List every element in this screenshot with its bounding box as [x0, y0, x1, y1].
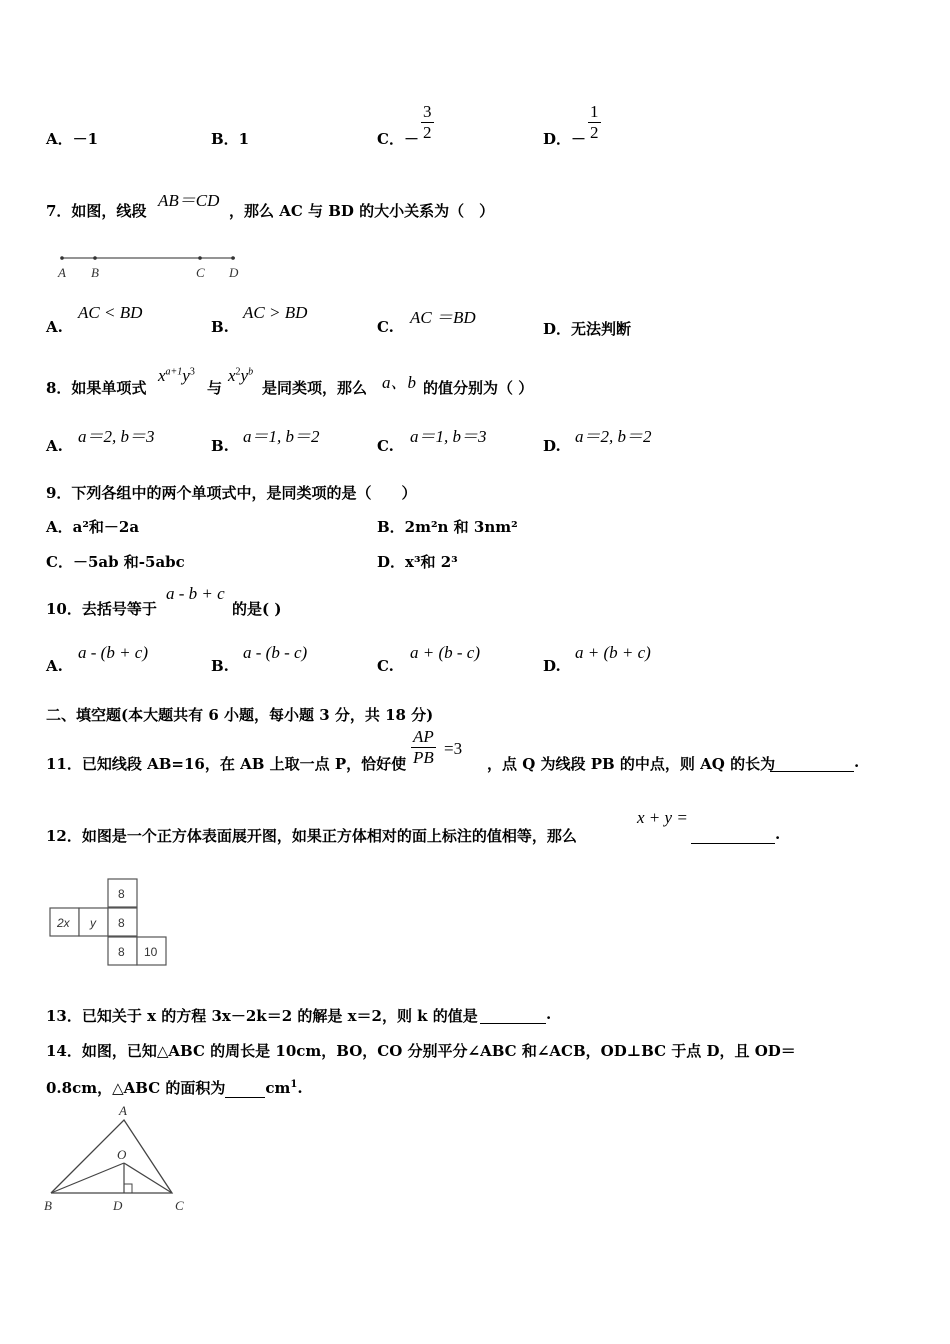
q11-answer-line: [770, 753, 859, 772]
q10-option-c-label: C.: [377, 657, 394, 675]
q8-option-d-math: a＝2, b＝2: [575, 427, 652, 446]
q6-d-numerator: 1: [590, 102, 599, 121]
q14-line2-pre: 0.8cm，△ABC 的面积为: [46, 1079, 226, 1097]
q8-option-a-math: a＝2, b＝3: [78, 427, 155, 446]
q14-label-c: C: [175, 1198, 184, 1213]
q12-stem: 12．如图是一个正方体表面展开图，如果正方体相对的面上标注的值相等，那么: [46, 827, 577, 845]
q8-stem-end: 的值分别为（ ）: [423, 379, 534, 397]
q7-point-c-dot: [198, 256, 202, 260]
q10-option-a-label: A.: [46, 657, 63, 675]
q8-monomial-1: $x^{a+1}y^3$: [158, 366, 195, 385]
q7-point-a-dot: [60, 256, 64, 260]
q8-stem-pre: 8．如果单项式: [46, 379, 147, 397]
q13-stem: 13．已知关于 x 的方程 3x－2k＝2 的解是 x＝2，则 k 的值是: [46, 1007, 478, 1025]
q7-point-d-dot: [231, 256, 235, 260]
q8-option-d-label: D.: [543, 437, 561, 455]
q10-option-a-math: a - (b + c): [78, 643, 149, 662]
q8-option-a-label: A.: [46, 437, 63, 455]
q14-line2-sup: 1: [290, 1079, 298, 1090]
q14-line2-end: .: [297, 1079, 303, 1097]
q7-label-a: A: [58, 265, 66, 280]
q9-option-c: C．－5ab 和-5abc: [46, 553, 185, 571]
q14-line2-unit: cm: [265, 1079, 291, 1097]
q9-option-d: D．x³和 2³: [377, 553, 458, 571]
q9-option-b: B．2m²n 和 3nm²: [377, 518, 518, 536]
q8-monomial-2: $x^2y^b$: [228, 366, 254, 385]
q11-frac-rhs: =3: [444, 739, 463, 758]
q7-stem-post: ，那么 AC 与 BD 的大小关系为（ ）: [229, 202, 495, 220]
q14-line2: [46, 1077, 303, 1098]
net-text-bottom: 8: [118, 945, 125, 959]
q6-option-d-fraction: [588, 102, 601, 143]
q14-triangle-figure: [40, 1100, 200, 1220]
net-text-top: 8: [118, 887, 125, 901]
q7-option-a-label: A.: [46, 318, 63, 336]
q14-label-b: B: [44, 1198, 52, 1213]
q14-segment-bo: [51, 1163, 124, 1193]
q10-stem-math: a - b + c: [166, 584, 225, 603]
q6-c-denominator: 2: [423, 123, 432, 142]
net-text-middle: 8: [118, 916, 125, 930]
q6-d-denominator: 2: [590, 123, 599, 142]
q7-stem-pre: 7．如图，线段: [46, 202, 147, 220]
q6-option-c: C．－: [377, 130, 419, 148]
q7-point-b-dot: [93, 256, 97, 260]
q6-c-numerator: 3: [423, 102, 432, 121]
q8-option-c-label: C.: [377, 437, 394, 455]
q8-option-b-label: B.: [211, 437, 229, 455]
q8-option-c-math: a＝1, b＝3: [410, 427, 487, 446]
q12-math: x + y =: [637, 808, 688, 827]
q8-stem-post: 是同类项，那么: [262, 379, 368, 397]
q11-fraction: [411, 727, 436, 768]
q11-pre: 11．已知线段 AB=16，在 AB 上取一点 P，恰好使: [46, 755, 407, 773]
q7-option-a-math: AC < BD: [78, 303, 143, 322]
q7-label-d: D: [229, 265, 239, 280]
q7-segment-figure: [55, 250, 245, 282]
q14-label-d: D: [113, 1198, 123, 1213]
q10-option-d-math: a + (b + c): [575, 643, 651, 662]
q9-stem: 9．下列各组中的两个单项式中，是同类项的是（ ）: [46, 484, 417, 502]
q7-stem-math: AB＝CD: [158, 191, 220, 210]
q7-option-b-label: B.: [211, 318, 229, 336]
q11-frac-numerator: AP: [413, 727, 434, 746]
q14-label-a: A: [119, 1103, 127, 1118]
q11-end: .: [854, 753, 860, 771]
q14-right-angle-mark: [124, 1184, 132, 1193]
q13-answer-line: [480, 1005, 551, 1024]
q14-segment-co: [124, 1163, 172, 1193]
net-text-10: 10: [144, 945, 158, 959]
section2-title: 二、填空题(本大题共有 6 小题，每小题 3 分，共 18 分): [46, 706, 434, 724]
q7-label-b: B: [91, 265, 99, 280]
q14-label-o: O: [117, 1147, 127, 1162]
q12-answer-line: [691, 825, 780, 844]
q7-option-d: D．无法判断: [543, 320, 632, 338]
q6-option-c-fraction: [421, 102, 434, 143]
q14-line1: 14．如图，已知△ABC 的周长是 10cm，BO，CO 分别平分∠ABC 和∠ACB，OD⊥BC 于点 D，且 OD＝: [46, 1042, 796, 1060]
q12-cube-net: [48, 878, 173, 970]
q10-option-b-math: a - (b - c): [243, 643, 308, 662]
q8-option-b-math: a＝1, b＝2: [243, 427, 320, 446]
q8-stem-mid: 与: [207, 379, 223, 397]
q10-option-c-math: a + (b - c): [410, 643, 481, 662]
q13-end: .: [546, 1005, 552, 1023]
net-text-y: y: [90, 916, 96, 930]
q11-frac-denominator: PB: [413, 748, 434, 767]
q7-option-c-math: AC ＝BD: [410, 308, 476, 327]
q7-option-b-math: AC > BD: [243, 303, 308, 322]
q10-stem-post: 的是( ): [232, 600, 282, 618]
q10-option-b-label: B.: [211, 657, 229, 675]
q12-end: .: [775, 825, 781, 843]
q6-option-a: A．－1: [46, 130, 99, 148]
q7-label-c: C: [196, 265, 205, 280]
net-text-2x: 2x: [57, 916, 70, 930]
q6-option-d: D．－: [543, 130, 587, 148]
q8-stem-vars: a、b: [382, 373, 416, 392]
q7-option-c-label: C.: [377, 318, 394, 336]
q10-stem-pre: 10．去括号等于: [46, 600, 157, 618]
q11-post: ，点 Q 为线段 PB 的中点，则 AQ 的长为: [487, 755, 776, 773]
q9-option-a: A．a²和－2a: [46, 518, 140, 536]
q6-option-b: B．1: [211, 130, 250, 148]
q10-option-d-label: D.: [543, 657, 561, 675]
